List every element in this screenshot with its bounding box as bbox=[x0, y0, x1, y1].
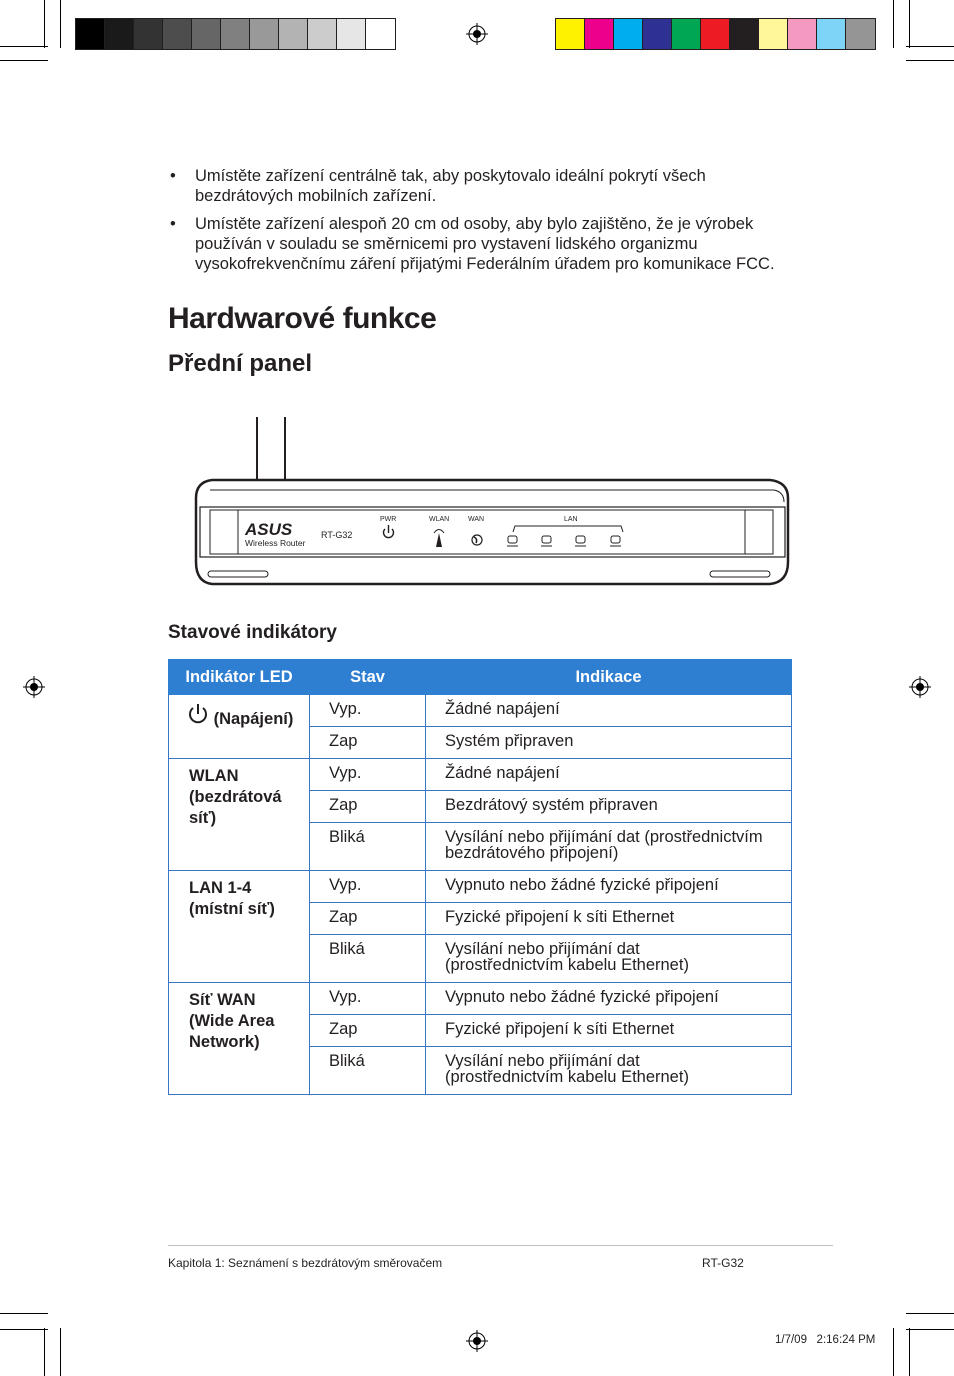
color-swatch bbox=[308, 19, 337, 49]
grayscale-color-bar bbox=[75, 18, 396, 50]
led-cell bbox=[169, 695, 310, 759]
router-brand-logo: ASUS bbox=[245, 520, 293, 539]
registration-mark-icon bbox=[466, 1330, 488, 1352]
globe-icon bbox=[472, 535, 482, 545]
stav-cell: Vyp. bbox=[310, 871, 426, 903]
color-swatch bbox=[585, 19, 614, 49]
color-swatch bbox=[76, 19, 105, 49]
crop-mark bbox=[906, 60, 954, 61]
page-title: Hardwarové funkce bbox=[168, 302, 437, 335]
stav-cell: Bliká bbox=[310, 823, 426, 871]
footer-divider bbox=[168, 1245, 833, 1246]
registration-mark-icon bbox=[466, 23, 488, 45]
stav-cell: Zap bbox=[310, 791, 426, 823]
led-label-wlan: WLAN bbox=[429, 516, 450, 523]
column-header-stav: Stav bbox=[310, 660, 426, 695]
bullet-text: Umístěte zařízení alespoň 20 cm od osoby, aby bylo zajištěno, že je výrobek používán v souladu se směrnicemi pro vystavení lidského organizmu vysokofrekvenčnímu záření přijatými Federálním úřadem pro komunikace FCC. bbox=[195, 215, 775, 273]
bullet-dot: • bbox=[170, 215, 176, 233]
led-name: (Napájení) bbox=[213, 710, 294, 728]
list-item bbox=[168, 166, 808, 206]
crop-mark bbox=[893, 1328, 894, 1376]
crop-mark bbox=[893, 0, 894, 48]
crop-mark bbox=[906, 1313, 954, 1314]
color-swatch bbox=[337, 19, 366, 49]
color-swatch bbox=[817, 19, 846, 49]
status-indicators-heading: Stavové indikátory bbox=[168, 622, 337, 643]
stav-cell: Zap bbox=[310, 903, 426, 935]
stav-cell: Bliká bbox=[310, 1047, 426, 1095]
color-swatch bbox=[643, 19, 672, 49]
stav-cell: Vyp. bbox=[310, 695, 426, 727]
table-header-row bbox=[169, 660, 792, 695]
led-cell bbox=[169, 871, 310, 983]
crop-mark bbox=[0, 1313, 48, 1314]
led-cell bbox=[169, 759, 310, 871]
table-row bbox=[169, 695, 792, 727]
indikace-cell: Vypnuto nebo žádné fyzické připojení bbox=[426, 871, 792, 903]
color-swatch bbox=[163, 19, 192, 49]
indikace-cell: Vysílání nebo přijímání dat (prostřednictvím kabelu Ethernet) bbox=[426, 1047, 792, 1095]
color-swatch bbox=[701, 19, 730, 49]
indikace-cell: Vysílání nebo přijímání dat (prostřednictvím bezdrátového připojení) bbox=[426, 823, 792, 871]
crop-mark bbox=[60, 1328, 61, 1376]
footer-chapter: Kapitola 1: Seznámení s bezdrátovým směrovačem bbox=[168, 1256, 443, 1270]
color-swatch bbox=[279, 19, 308, 49]
registration-mark-icon bbox=[23, 676, 45, 698]
color-bar bbox=[555, 18, 876, 50]
led-label-wan: WAN bbox=[468, 516, 485, 523]
color-swatch bbox=[105, 19, 134, 49]
column-header-led: Indikátor LED bbox=[169, 660, 310, 695]
registration-mark-icon bbox=[909, 676, 931, 698]
crop-mark bbox=[906, 1329, 954, 1330]
list-item bbox=[168, 214, 808, 274]
indikace-cell: Fyzické připojení k síti Ethernet bbox=[426, 903, 792, 935]
section-title: Přední panel bbox=[168, 350, 313, 377]
led-label-lan: LAN bbox=[564, 516, 578, 523]
table-row bbox=[169, 983, 792, 1015]
crop-mark bbox=[906, 46, 954, 47]
router-brand-sub: Wireless Router bbox=[245, 538, 306, 548]
footer-model: RT-G32 bbox=[702, 1256, 744, 1270]
color-swatch bbox=[846, 19, 875, 49]
indikace-cell: Žádné napájení bbox=[426, 695, 792, 727]
color-swatch bbox=[730, 19, 759, 49]
router-model: RT-G32 bbox=[321, 530, 353, 540]
color-swatch bbox=[788, 19, 817, 49]
indikace-cell: Fyzické připojení k síti Ethernet bbox=[426, 1015, 792, 1047]
led-status-table bbox=[168, 659, 792, 1095]
bullet-text: Umístěte zařízení centrálně tak, aby poskytovalo ideální pokrytí všech bezdrátových mobilních zařízení. bbox=[195, 167, 706, 205]
table-row bbox=[169, 871, 792, 903]
indikace-cell: Žádné napájení bbox=[426, 759, 792, 791]
crop-mark bbox=[909, 1328, 910, 1376]
indikace-cell: Vypnuto nebo žádné fyzické připojení bbox=[426, 983, 792, 1015]
led-name: Síť WAN (Wide Area Network) bbox=[189, 991, 275, 1051]
color-swatch bbox=[759, 19, 788, 49]
led-name: LAN 1-4 (místní síť) bbox=[189, 879, 275, 918]
column-header-indikace: Indikace bbox=[426, 660, 792, 695]
print-timestamp: 1/7/09 2:16:24 PM bbox=[775, 1334, 876, 1346]
crop-mark bbox=[0, 60, 48, 61]
stav-cell: Vyp. bbox=[310, 983, 426, 1015]
led-name: WLAN (bezdrátová síť) bbox=[189, 767, 282, 827]
color-swatch bbox=[134, 19, 163, 49]
indikace-cell: Vysílání nebo přijímání dat (prostřednictvím kabelu Ethernet) bbox=[426, 935, 792, 983]
color-swatch bbox=[672, 19, 701, 49]
bullet-list bbox=[168, 166, 808, 282]
stav-cell: Bliká bbox=[310, 935, 426, 983]
indikace-cell: Systém připraven bbox=[426, 727, 792, 759]
crop-mark bbox=[44, 1328, 45, 1376]
color-swatch bbox=[614, 19, 643, 49]
color-swatch bbox=[192, 19, 221, 49]
bullet-dot: • bbox=[170, 167, 176, 185]
table-row bbox=[169, 759, 792, 791]
led-label-pwr: PWR bbox=[380, 516, 397, 523]
power-icon bbox=[187, 702, 209, 726]
color-swatch bbox=[366, 19, 395, 49]
color-swatch bbox=[221, 19, 250, 49]
crop-mark bbox=[0, 1329, 48, 1330]
color-swatch bbox=[556, 19, 585, 49]
color-swatch bbox=[250, 19, 279, 49]
crop-mark bbox=[44, 0, 45, 48]
stav-cell: Zap bbox=[310, 727, 426, 759]
led-cell bbox=[169, 983, 310, 1095]
crop-mark bbox=[0, 46, 48, 47]
stav-cell: Zap bbox=[310, 1015, 426, 1047]
router-front-panel-illustration bbox=[190, 412, 795, 592]
crop-mark bbox=[60, 0, 61, 48]
stav-cell: Vyp. bbox=[310, 759, 426, 791]
crop-mark bbox=[909, 0, 910, 48]
indikace-cell: Bezdrátový systém připraven bbox=[426, 791, 792, 823]
